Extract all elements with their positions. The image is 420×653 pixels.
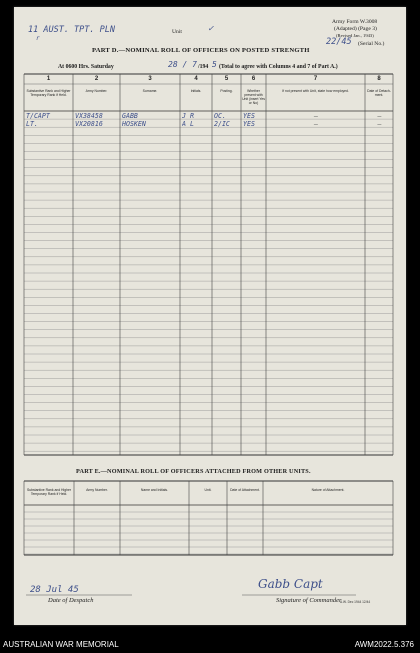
form-revised: (Revised Jan., 1943): [336, 33, 374, 38]
total-text: (Total to agree with Columns 4 and 7 of Part A.): [219, 64, 338, 70]
despatch-label: Date of Despatch: [48, 597, 94, 604]
unit-value: 11 AUST. TPT. PLN: [28, 25, 115, 35]
part-d-col-number: 3: [148, 76, 152, 82]
part-d-col-number: 5: [224, 76, 229, 82]
part-d-col-number: 8: [377, 76, 381, 82]
part-d-cell: 2/IC: [214, 120, 230, 129]
part-d-cell: GABB: [122, 112, 138, 120]
part-d-col-header: If not present with Unit, state how employed.: [282, 89, 349, 93]
part-d-col-header: Substantive Rank and Higher Temporary Rank if Held.: [26, 89, 71, 97]
part-d-col-header: Initials.: [190, 89, 202, 93]
part-d-cell: —: [314, 112, 318, 120]
despatch-value: 28 Jul 45: [30, 585, 79, 595]
form-adapted: (Adapted) (Page 3): [334, 26, 377, 32]
caption-right: AWM2022.5.376: [354, 640, 414, 649]
part-d-col-header: Whether present with Unit (insert Yes or No): [242, 89, 265, 105]
part-d-cell: —: [377, 112, 382, 120]
part-d-col-header: Surname.: [142, 89, 158, 93]
caption-bar: [0, 639, 420, 653]
unit-check-mark: ✓: [208, 24, 214, 34]
signature-value: Gabb Capt: [258, 577, 323, 591]
part-e-col-header: Date of Attachment.: [230, 488, 260, 492]
caption-left: AUSTRALIAN WAR MEMORIAL: [3, 640, 119, 649]
part-d-col-number: 4: [194, 76, 198, 82]
part-d-col-number: 6: [251, 76, 256, 82]
part-d-cell: A L: [182, 120, 194, 129]
part-d-cell: HOSKEN: [122, 120, 146, 129]
part-e-col-header: Army Number.: [86, 488, 108, 492]
part-d-col-number: 2: [94, 76, 99, 82]
part-d-cell: YES: [243, 112, 255, 120]
part-d-cell: T/CAPT: [26, 112, 50, 120]
part-d-cell: YES: [243, 120, 255, 129]
serial-value: 22/45: [326, 37, 352, 47]
part-e-col-header: Substantive Rank and Higher Temporary Rank if Held.: [26, 488, 72, 496]
unit-sub-mark: r: [36, 35, 40, 42]
year-digit: 5: [212, 60, 217, 69]
part-d-cell: OC.: [214, 112, 226, 120]
part-d-col-header: Army Number.: [85, 89, 108, 93]
part-d-cell: VX20816: [75, 120, 103, 129]
unit-label: Unit: [172, 29, 182, 35]
part-d-cell: —: [377, 120, 382, 129]
part-d-cell: —: [314, 120, 318, 129]
form-rules: [14, 7, 406, 625]
part-d-cell: LT.: [26, 120, 38, 129]
form-name: Army Form W.3008: [332, 19, 378, 25]
part-e-col-header: Nature of Attachment.: [311, 488, 345, 492]
part-d-col-header: Posting.: [220, 89, 233, 93]
year-text: /194: [198, 64, 209, 70]
part-d-col-number: 1: [46, 76, 51, 82]
at-text: At 0600 Hrs. Saturday: [58, 64, 114, 70]
part-e-title: PART E.—NOMINAL ROLL OF OFFICERS ATTACHED FROM OTHER UNITS.: [76, 468, 311, 475]
serial-label: (Serial No.): [358, 41, 385, 47]
part-d-col-number: 7: [313, 76, 318, 82]
part-d-cell: VX38458: [75, 112, 103, 120]
print-code: A.W. Dec 1944 12/44: [340, 600, 371, 604]
signature-label: Signature of Commander: [276, 597, 342, 604]
part-e-col-header: Unit.: [204, 488, 212, 492]
date-value: 28 / 7: [168, 60, 197, 69]
form-sheet: [14, 7, 406, 625]
part-d-col-header: Date of Detach-ment.: [367, 89, 391, 97]
part-e-col-header: Name and Initials.: [140, 488, 169, 492]
part-d-title: PART D.—NOMINAL ROLL OF OFFICERS ON POSTED STRENGTH: [92, 47, 310, 54]
part-d-cell: J R: [182, 112, 194, 120]
